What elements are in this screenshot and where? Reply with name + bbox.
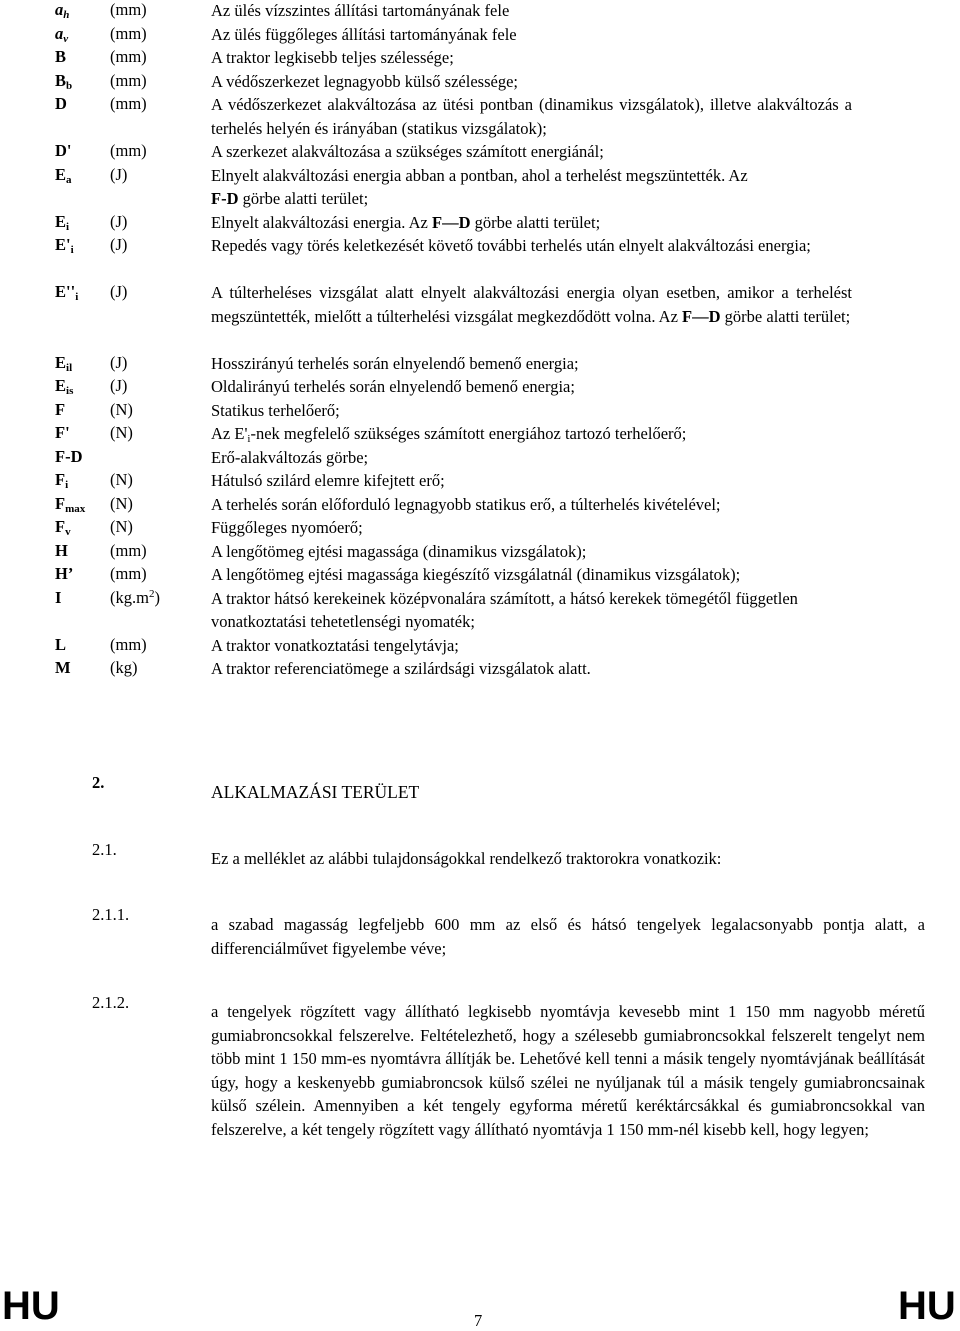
definition-text-part: Függőleges nyomóerő; [211, 518, 363, 537]
symbol [55, 71, 72, 91]
unit-text: (mm) [110, 540, 147, 560]
definition-text-part: Hátulsó szilárd elemre kifejtett erő; [211, 471, 445, 490]
item-text: a tengelyek rögzített vagy állítható legkisebb nyomtávja kevesebb mint 1 150 mm nagyobb méretű gumiabroncsokkal felszerelve. Feltételezhető, hogy a szélesebb gumiabroncsokkal felszerelt tengelyt nem több mint 1 150 mm-es nyomtávra állítják be. Lehetővé kell tenni a másik tengely nyomtávjának beállítását úgy, hogy a keskenyebb gumiabroncsok külső szélei ne nyúljanak túl a másik tengely gumiabroncsainak külső szélein. Amennyiben a két tengely egyforma méretű keréktárcsákkal és gumiabroncsokkal van felszerelve, a két tengely rögzített vagy állítható nyomtávja 1 150 mm-nél kisebb kell, hogy legyen; [211, 1002, 925, 1139]
definition-text-part: A szerkezet alakváltozása a szükséges számított energiánál; [211, 142, 604, 161]
definition-text [211, 469, 852, 493]
symbol-main: a [55, 23, 64, 43]
unit [110, 282, 127, 302]
item-number: 2.1. [92, 840, 117, 859]
unit-superscript: 2 [148, 587, 155, 600]
unit [110, 353, 127, 373]
symbol-main: B [55, 47, 67, 66]
definition-text-part: A lengőtömeg ejtési magassága (dinamikus vizsgálatok); [211, 541, 587, 561]
symbol [55, 541, 68, 561]
symbol-main: a [55, 0, 64, 19]
definition-text [211, 164, 852, 211]
definition-text-part: A védőszerkezet legnagyobb külső szélessége; [211, 71, 518, 91]
footer-language-label-left: HU [2, 1284, 60, 1328]
definition-text [211, 493, 852, 517]
footer-language-label-right: HU [898, 1284, 956, 1328]
symbol [55, 353, 72, 373]
curve-label: F—D [682, 306, 721, 326]
unit [110, 71, 147, 91]
symbol-main: F [55, 517, 66, 536]
unit-text: (N) [110, 423, 133, 442]
unit-end: ) [154, 587, 160, 607]
unit-text: (J) [110, 376, 128, 395]
unit [110, 517, 133, 537]
unit [110, 588, 160, 608]
unit-text: (J) [110, 235, 128, 254]
definition-text-part: A túlterheléses vizsgálat alatt elnyelt alakváltozási energia olyan esetben, amikor a terhelést megszüntették, mielőtt a túlterhelési vizsgálat megkezdődött volna. Az [211, 283, 852, 326]
definition-text [211, 352, 852, 376]
section-number: 2. [92, 773, 105, 792]
unit-text: (mm) [110, 634, 147, 654]
unit [110, 235, 127, 255]
symbol-main: E [55, 164, 67, 184]
definition-text [211, 587, 852, 634]
symbol-main: F [55, 399, 66, 419]
symbol [55, 635, 66, 655]
symbol-subscript: a [66, 173, 72, 186]
symbol [55, 282, 78, 302]
symbol [55, 24, 68, 44]
unit [110, 423, 133, 443]
definition-text [211, 516, 852, 540]
symbol [55, 94, 67, 114]
unit-text: (mm) [110, 141, 147, 160]
unit-text: (J) [110, 282, 128, 301]
symbol-main: I [55, 587, 62, 607]
definition-text-part: Oldalirányú terhelés során elnyelendő bemenő energia; [211, 377, 575, 396]
definition-text [211, 375, 852, 399]
symbol-main: D [55, 94, 67, 113]
curve-label: F—D [432, 212, 471, 232]
unit-text: (J) [110, 164, 128, 184]
symbol [55, 658, 71, 678]
symbol-main: M [55, 658, 71, 677]
symbol-main: E' [55, 235, 71, 254]
unit-text: (mm) [110, 23, 147, 43]
unit-text: (kg.m [110, 587, 149, 607]
symbol-main: E'' [55, 282, 76, 301]
symbol-subscript: max [65, 502, 86, 515]
symbol-subscript: is [66, 385, 74, 397]
definition-text [211, 93, 852, 140]
symbol-subscript: b [66, 79, 73, 92]
definition-text-part: görbe alatti terület; [238, 189, 369, 208]
unit [110, 165, 127, 185]
unit [110, 494, 133, 514]
definition-text [211, 0, 852, 23]
unit [110, 94, 147, 114]
item-text: Ez a melléklet az alábbi tulajdonságokkal rendelkező traktorokra vonatkozik: [211, 849, 722, 868]
unit-text: (J) [110, 211, 128, 231]
definition-text [211, 70, 852, 94]
symbol-main: F' [55, 423, 70, 442]
symbol [55, 517, 71, 537]
definition-text [211, 23, 852, 47]
definition-text [211, 140, 852, 164]
item-text: a szabad magasság legfeljebb 600 mm az első és hátsó tengelyek legalacsonyabb pontja alatt, a differenciálművet figyelembe véve; [211, 915, 925, 958]
unit [110, 0, 147, 20]
definition-text [211, 46, 852, 70]
unit [110, 24, 147, 44]
symbol-main: F [55, 493, 66, 513]
definition-subscript: i [247, 433, 251, 445]
unit-text: (mm) [110, 47, 147, 66]
symbol [55, 447, 83, 467]
symbol-subscript: il [66, 361, 73, 374]
unit [110, 47, 147, 67]
definition-text-part: Elnyelt alakváltozási energia abban a pontban, ahol a terhelést megszüntették. Az [211, 165, 748, 185]
definition-text [211, 399, 852, 423]
unit-text: (mm) [110, 0, 147, 19]
definition-text-part: A traktor vonatkoztatási tengelytávja; [211, 635, 459, 655]
definition-text-part: Erő-alakváltozás görbe; [211, 447, 369, 467]
symbol-subscript: i [75, 291, 79, 303]
item-number: 2.1.1. [92, 905, 130, 924]
definition-text-part: Az ülés vízszintes állítási tartományának fele [211, 1, 510, 20]
definition-text [211, 657, 852, 681]
unit [110, 564, 147, 584]
section-title: ALKALMAZÁSI TERÜLET [211, 782, 420, 802]
symbol-subscript: i [70, 244, 74, 256]
symbol-main: H’ [55, 564, 74, 583]
unit [110, 400, 133, 420]
definition-text-part: A lengőtömeg ejtési magassága kiegészítő vizsgálatnál (dinamikus vizsgálatok); [211, 565, 741, 584]
definition-text [211, 422, 852, 446]
definition-text-part: -nek megfelelő szükséges számított energiához tartozó terhelőerő; [250, 424, 687, 443]
symbol [55, 165, 72, 185]
definition-text [211, 563, 852, 587]
symbol [55, 400, 65, 420]
unit [110, 376, 127, 396]
unit-text: (mm) [110, 94, 147, 113]
definition-text-part: Az E' [211, 424, 248, 443]
unit [110, 635, 147, 655]
symbol-main: F [55, 470, 66, 489]
symbol-subscript: v [63, 32, 69, 45]
unit-text: (N) [110, 470, 133, 489]
definition-text [211, 211, 852, 235]
unit [110, 141, 147, 161]
definition-text-part: A traktor referenciatömege a szilárdsági vizsgálatok alatt. [211, 659, 591, 678]
symbol [55, 423, 70, 443]
unit-text: (mm) [110, 70, 147, 90]
symbol [55, 47, 66, 67]
definition-text [211, 446, 852, 470]
unit-text: (J) [110, 352, 128, 372]
definition-text-part: Az ülés függőleges állítási tartományának fele [211, 24, 517, 44]
symbol [55, 141, 72, 161]
definition-text [211, 281, 852, 328]
definition-text-part: görbe alatti terület; [470, 212, 601, 232]
unit-text: (kg) [110, 658, 138, 677]
curve-label: F-D [211, 189, 239, 208]
unit [110, 212, 127, 232]
symbol [55, 235, 74, 255]
definition-text [211, 234, 852, 258]
definition-text-part: A traktor hátsó kerekeinek középvonalára számított, a hátsó kerekek tömegétől független vonatkoztatási tehetetlenségi nyomaték; [211, 588, 798, 631]
symbol-main: E [55, 376, 67, 395]
unit-text: (N) [110, 493, 133, 513]
unit [110, 541, 147, 561]
symbol-subscript: v [65, 526, 71, 538]
definition-text [211, 634, 852, 658]
unit-text: (N) [110, 399, 133, 419]
symbol-subscript: i [65, 479, 69, 491]
symbol-main: E [55, 211, 67, 231]
symbol [55, 376, 73, 396]
symbol [55, 494, 85, 514]
unit-text: (N) [110, 517, 133, 536]
symbol [55, 212, 69, 232]
symbol-main: D' [55, 141, 72, 160]
symbol [55, 470, 68, 490]
definition-text-part: A traktor legkisebb teljes szélessége; [211, 48, 454, 67]
definition-text [211, 540, 852, 564]
definition-text-part: A védőszerkezet alakváltozása az ütési pontban (dinamikus vizsgálatok), illetve alakváltozás a terhelés helyén és irányában (statikus vizsgálatok); [211, 95, 852, 138]
symbol [55, 588, 61, 608]
symbol-main: H [55, 540, 68, 560]
definition-text-part: Statikus terhelőerő; [211, 400, 340, 420]
definition-text-part: Repedés vagy törés keletkezését követő további terhelés után elnyelt alakváltozási energia; [211, 236, 811, 255]
symbol-main: L [55, 634, 67, 654]
symbol-subscript: h [63, 9, 70, 21]
symbol-main: E [55, 352, 67, 372]
item-number: 2.1.2. [92, 993, 130, 1012]
definition-text-part: Elnyelt alakváltozási energia. Az [211, 212, 432, 232]
symbol-main: F-D [55, 446, 83, 466]
definition-text-part: A terhelés során előforduló legnagyobb statikus erő, a túlterhelés kivételével; [211, 494, 721, 514]
symbol-main: B [55, 70, 67, 90]
page-number: 7 [474, 1311, 483, 1330]
unit [110, 658, 138, 678]
symbol-subscript: i [66, 220, 70, 233]
unit [110, 470, 133, 490]
unit-text: (mm) [110, 564, 147, 583]
symbol [55, 564, 73, 584]
definition-text-part: Hosszirányú terhelés során elnyelendő bemenő energia; [211, 353, 579, 373]
definition-text-part: görbe alatti terület; [720, 306, 851, 326]
symbol [55, 0, 69, 20]
